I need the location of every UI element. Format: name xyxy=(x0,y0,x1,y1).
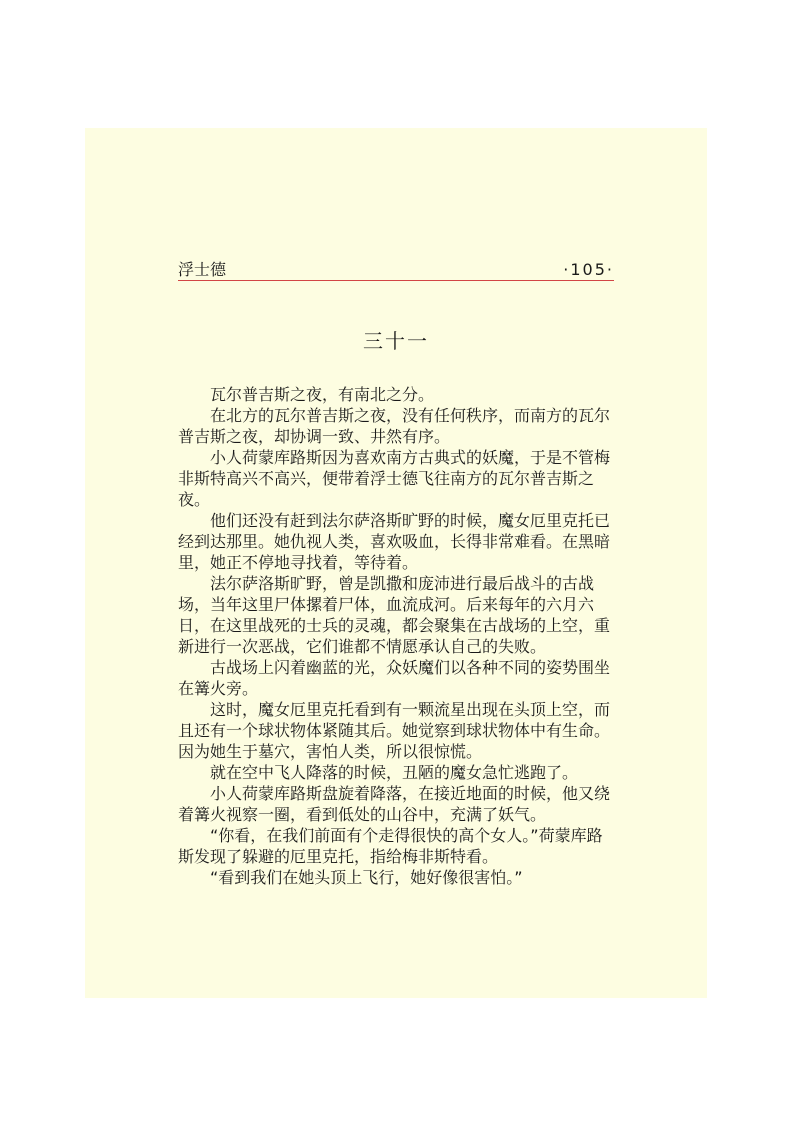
paragraph: 这时，魔女厄里克托看到有一颗流星出现在头顶上空，而且还有一个球状物体紧随其后。她觉察到球状物体中有生命。因为她生于墓穴，害怕人类，所以很惊慌。 xyxy=(178,700,611,761)
chapter-title: 三十一 xyxy=(363,329,429,353)
paragraph: “看到我们在她头顶上飞行，她好像很害怕。” xyxy=(210,868,523,887)
header-rule xyxy=(178,280,614,281)
paragraph: 在北方的瓦尔普吉斯之夜，没有任何秩序，而南方的瓦尔普吉斯之夜，却协调一致、井然有序。 xyxy=(178,406,611,446)
paragraph: 小人荷蒙库路斯盘旋着降落，在接近地面的时候，他又绕着篝火视察一圈，看到低处的山谷中，充满了妖气。 xyxy=(178,784,611,824)
book-page xyxy=(85,128,707,998)
paragraph: 瓦尔普吉斯之夜，有南北之分。 xyxy=(210,385,435,404)
body-text xyxy=(178,384,618,888)
paragraph: 小人荷蒙库路斯因为喜欢南方古典式的妖魔，于是不管梅非斯特高兴不高兴，便带着浮士德飞往南方的瓦尔普吉斯之夜。 xyxy=(178,448,611,509)
page-number: ·105· xyxy=(563,260,614,279)
paragraph: 就在空中飞人降落的时候，丑陋的魔女急忙逃跑了。 xyxy=(210,763,579,782)
book-title: 浮士德 xyxy=(178,260,227,279)
paragraph: 法尔萨洛斯旷野，曾是凯撒和庞沛进行最后战斗的古战场，当年这里尸体摞着尸体，血流成河。后来每年的六月六日，在这里战死的士兵的灵魂，都会聚集在古战场的上空，重新进行一次恶战，它们谁都不情愿承认自己的失败。 xyxy=(178,574,611,656)
paragraph: “你看，在我们前面有个走得很快的高个女人。”荷蒙库路斯发现了躲避的厄里克托，指给梅非斯特看。 xyxy=(178,826,603,866)
running-header xyxy=(178,260,614,280)
paragraph: 他们还没有赶到法尔萨洛斯旷野的时候，魔女厄里克托已经到达那里。她仇视人类，喜欢吸血，长得非常难看。在黑暗里，她正不停地寻找着，等待着。 xyxy=(178,511,611,572)
paragraph: 古战场上闪着幽蓝的光，众妖魔们以各种不同的姿势围坐在篝火旁。 xyxy=(178,658,611,698)
